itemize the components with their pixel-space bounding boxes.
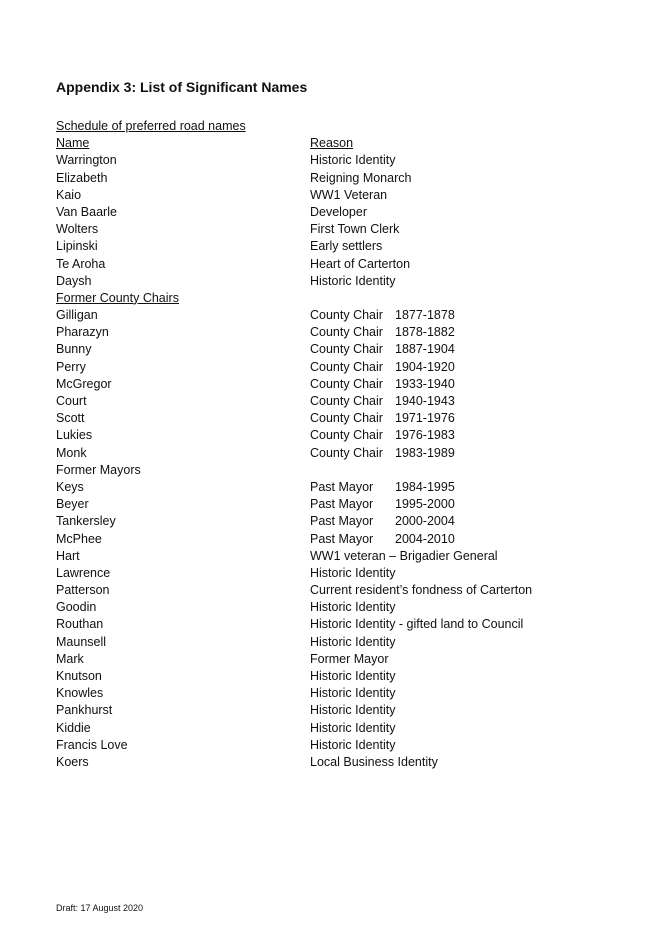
road-name: Lipinski: [56, 239, 98, 254]
road-reason: County Chair: [310, 394, 383, 408]
table-row: [56, 307, 616, 324]
table-row: [56, 599, 616, 616]
road-reason: Historic Identity: [310, 669, 396, 683]
road-reason: County Chair: [310, 342, 383, 357]
road-reason: Historic Identity: [310, 634, 396, 649]
road-name: Routhan: [56, 617, 104, 632]
table-row: [56, 341, 616, 358]
road-name: Goodin: [56, 600, 97, 615]
table-row: [56, 170, 616, 187]
reason-column-header: Reason: [310, 136, 354, 151]
road-name: Lukies: [56, 428, 93, 443]
table-row: [56, 754, 616, 771]
table-row: [56, 616, 616, 633]
road-name: Patterson: [56, 583, 110, 598]
road-reason: Past Mayor: [310, 479, 374, 494]
table-row: [56, 565, 616, 582]
column-header-row: [56, 135, 616, 152]
road-reason: Current resident’s fondness of Carterton: [310, 583, 533, 598]
table-row: [56, 359, 616, 376]
term-years: 1904-1920: [395, 359, 455, 374]
road-name: McPhee: [56, 531, 102, 546]
road-reason: Historic Identity: [310, 720, 396, 735]
road-name: Bunny: [56, 342, 92, 357]
road-reason: Reigning Monarch: [310, 170, 412, 185]
term-years: 1877-1878: [395, 308, 455, 323]
table-row: [56, 479, 616, 496]
table-row: [56, 496, 616, 513]
road-reason: Past Mayor: [310, 514, 374, 529]
road-reason: County Chair: [310, 325, 383, 340]
road-name: Kiddie: [56, 720, 91, 735]
road-name: Mark: [56, 651, 84, 666]
term-years: 1971-1976: [395, 411, 455, 426]
table-row: [56, 256, 616, 273]
table-row: [56, 393, 616, 410]
road-reason: Historic Identity: [310, 737, 396, 752]
road-names-schedule: [56, 118, 616, 771]
term-years: 2000-2004: [395, 514, 455, 529]
term-years: 1984-1995: [395, 479, 455, 494]
table-row: [56, 152, 616, 169]
road-reason: County Chair: [310, 308, 383, 323]
road-reason: Historic Identity: [310, 565, 396, 580]
road-reason: Historic Identity: [310, 273, 396, 288]
name-column-header: Name: [56, 136, 90, 151]
road-reason: Past Mayor: [310, 531, 374, 546]
road-name: Tankersley: [56, 514, 116, 529]
mayors-heading: Former Mayors: [56, 462, 141, 477]
road-reason: Local Business Identity: [310, 754, 438, 769]
section-heading-row: [56, 462, 616, 479]
road-name: Knutson: [56, 669, 102, 683]
road-reason: Historic Identity - gifted land to Council: [310, 617, 524, 632]
road-reason: County Chair: [310, 428, 383, 443]
table-row: [56, 737, 616, 754]
road-name: Warrington: [56, 153, 117, 168]
road-name: Pharazyn: [56, 325, 109, 340]
term-years: 1995-2000: [395, 497, 455, 512]
road-name: Francis Love: [56, 737, 128, 752]
road-name: Te Aroha: [56, 256, 106, 271]
road-reason: County Chair: [310, 411, 383, 426]
road-reason: Early settlers: [310, 239, 383, 254]
term-years: 2004-2010: [395, 531, 455, 546]
road-name: Maunsell: [56, 634, 107, 649]
table-row: [56, 427, 616, 444]
road-reason: Heart of Carterton: [310, 256, 411, 271]
table-row: [56, 410, 616, 427]
table-row: [56, 668, 616, 685]
county-chairs-heading: Former County Chairs: [56, 290, 179, 305]
table-row: [56, 548, 616, 565]
road-name: McGregor: [56, 376, 112, 391]
road-name: Van Baarle: [56, 204, 117, 219]
road-reason: Historic Identity: [310, 600, 396, 615]
draft-date-footer: Draft: 17 August 2020: [56, 903, 144, 913]
term-years: 1887-1904: [395, 342, 455, 357]
road-name: Hart: [56, 548, 80, 563]
table-row: [56, 582, 616, 599]
table-row: [56, 221, 616, 238]
road-reason: Historic Identity: [310, 686, 396, 701]
road-reason: County Chair: [310, 359, 383, 374]
road-name: Kaio: [56, 187, 82, 202]
road-name: Wolters: [56, 222, 99, 237]
road-name: Perry: [56, 359, 86, 374]
table-row: [56, 376, 616, 393]
schedule-heading: Schedule of preferred road names: [56, 119, 246, 133]
road-name: Court: [56, 394, 87, 408]
road-name: Keys: [56, 479, 84, 494]
road-name: Elizabeth: [56, 170, 108, 185]
road-name: Pankhurst: [56, 703, 113, 718]
road-reason: Former Mayor: [310, 651, 389, 666]
road-reason: Past Mayor: [310, 497, 374, 512]
term-years: 1878-1882: [395, 325, 455, 340]
road-reason: County Chair: [310, 445, 383, 460]
table-row: [56, 204, 616, 221]
table-row: [56, 531, 616, 548]
road-name: Knowles: [56, 686, 104, 701]
road-name: Lawrence: [56, 565, 111, 580]
road-reason: WW1 Veteran: [310, 187, 388, 202]
table-row: [56, 324, 616, 341]
table-row: [56, 702, 616, 719]
road-reason: County Chair: [310, 376, 383, 391]
term-years: 1983-1989: [395, 445, 455, 460]
section-heading-row: [56, 290, 616, 307]
road-name: Beyer: [56, 497, 89, 512]
page-title: Appendix 3: List of Significant Names: [56, 79, 308, 95]
term-years: 1976-1983: [395, 428, 455, 443]
road-name: Daysh: [56, 273, 92, 288]
table-row: [56, 513, 616, 530]
road-name: Scott: [56, 411, 85, 426]
road-name: Gilligan: [56, 308, 98, 323]
road-reason: Developer: [310, 204, 367, 219]
road-reason: Historic Identity: [310, 153, 396, 168]
table-row: [56, 187, 616, 204]
table-row: [56, 634, 616, 651]
road-reason: First Town Clerk: [310, 222, 400, 237]
table-row: [56, 238, 616, 255]
road-reason: WW1 veteran – Brigadier General: [310, 548, 498, 563]
table-row: [56, 273, 616, 290]
road-name: Monk: [56, 445, 87, 460]
road-name: Koers: [56, 754, 89, 769]
term-years: 1940-1943: [395, 394, 455, 408]
term-years: 1933-1940: [395, 376, 455, 391]
schedule-heading-row: [56, 118, 616, 135]
table-row: [56, 720, 616, 737]
table-row: [56, 445, 616, 462]
table-row: [56, 651, 616, 668]
road-reason: Historic Identity: [310, 703, 396, 718]
table-row: [56, 685, 616, 702]
